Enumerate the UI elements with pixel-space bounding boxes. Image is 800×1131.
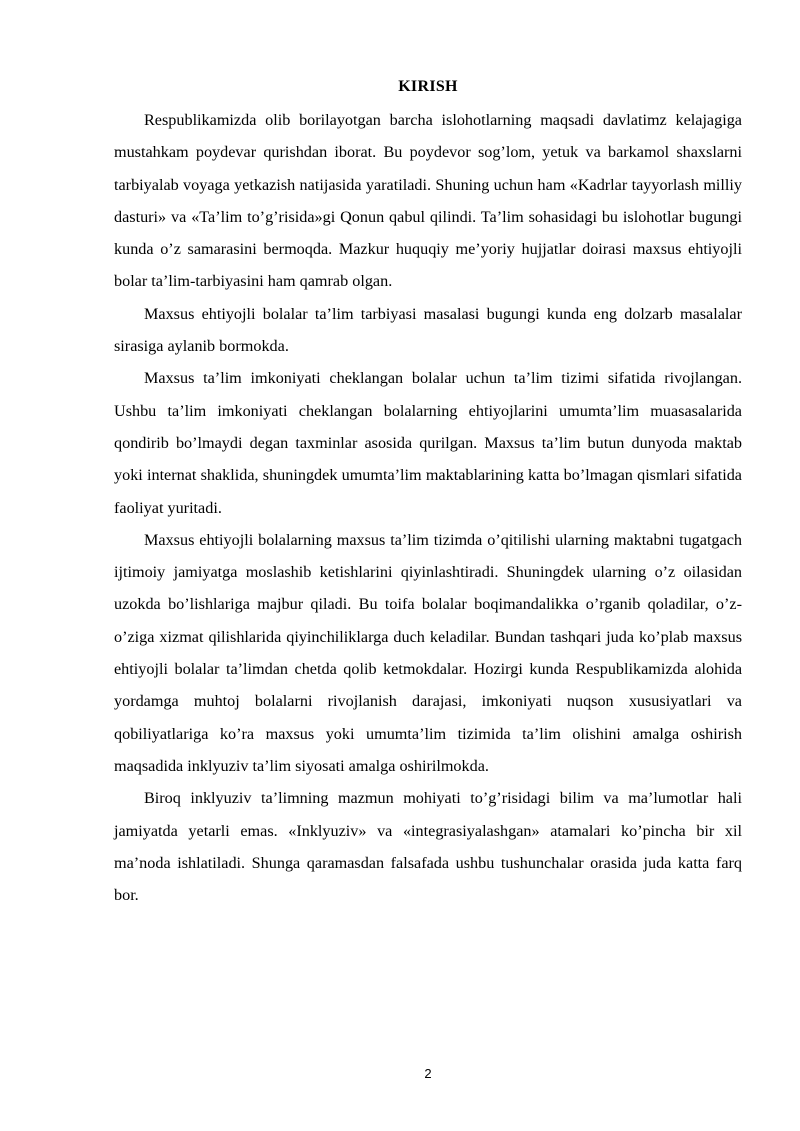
paragraph-5: Biroq inklyuziv ta’limning mazmun mohiyati to’g’risidagi bilim va ma’lumotlar hali jamiyatda yetarli emas. «Inklyuziv» va «integrasiyalashgan» atamalari ko’pincha bir xil ma’noda ishlatiladi. Shunga qaramasdan falsafada ushbu tushunchalar orasida juda katta farq bor. [114,789,742,905]
paragraph-4: Maxsus ehtiyojli bolalarning maxsus ta’lim tizimda o’qitilishi ularning maktabni tugatgach ijtimoiy jamiyatga moslashib ketishlarini qiyinlashtiradi. Shuningdek ularning o’z oilasidan uzokda bo’lishlariga majbur qiladi. Bu toifa bolalar boqimandalikka o’rganib qoladilar, o’z-o’ziga xizmat qilishlarida qiyinchiliklarga duch keladilar. Bundan tashqari juda ko’plab maxsus ehtiyojli bolalar ta’limdan chetda qolib ketmokdalar. Hozirgi kunda Respublikamizda alohida yordamga muhtoj bolalarni rivojlanish darajasi, imkoniyati nuqson xususiyatlari va qobiliyatlariga ko’ra maxsus yoki umumta’lim tizimida ta’lim olishini amalga oshirish maqsadida inklyuziv ta’lim siyosati amalga oshirilmokda. [114,530,742,775]
page-title: KIRISH [398,78,458,95]
paragraph-2: Maxsus ehtiyojli bolalar ta’lim tarbiyasi masalasi bugungi kunda eng dolzarb masalalar sirasiga aylanib bormokda. [114,304,742,356]
paragraph-3: Maxsus ta’lim imkoniyati cheklangan bolalar uchun ta’lim tizimi sifatida rivojlangan. Ushbu ta’lim imkoniyati cheklangan bolalarning ehtiyojlarini umumta’lim muasasalarida qondirib bo’lmaydi degan taxminlar asosida qurilgan. Maxsus ta’lim butun dunyoda maktab yoki internat shaklida, shuningdek umumta’lim maktablarining katta bo’lmagan qismlari sifatida faoliyat yuritadi. [114,369,742,517]
document-body [114,104,742,911]
paragraph-1: Respublikamizda olib borilayotgan barcha islohotlarning maqsadi davlatimz kelajagiga mustahkam poydevar qurishdan iborat. Bu poydevor sog’lom, yetuk va barkamol shaxslarni tarbiyalab voyaga yetkazish natijasida yaratiladi. Shuning uchun ham «Kadrlar tayyorlash milliy dasturi» va «Ta’lim to’g’risida»gi Qonun qabul qilindi. Ta’lim sohasidagi bu islohotlar bugungi kunda o’z samarasini bermoqda. Mazkur huquqiy me’yoriy hujjatlar doirasi maxsus ehtiyojli bolar ta’lim-tarbiyasini ham qamrab olgan. [114,111,742,291]
page-number: 2 [424,1066,432,1081]
